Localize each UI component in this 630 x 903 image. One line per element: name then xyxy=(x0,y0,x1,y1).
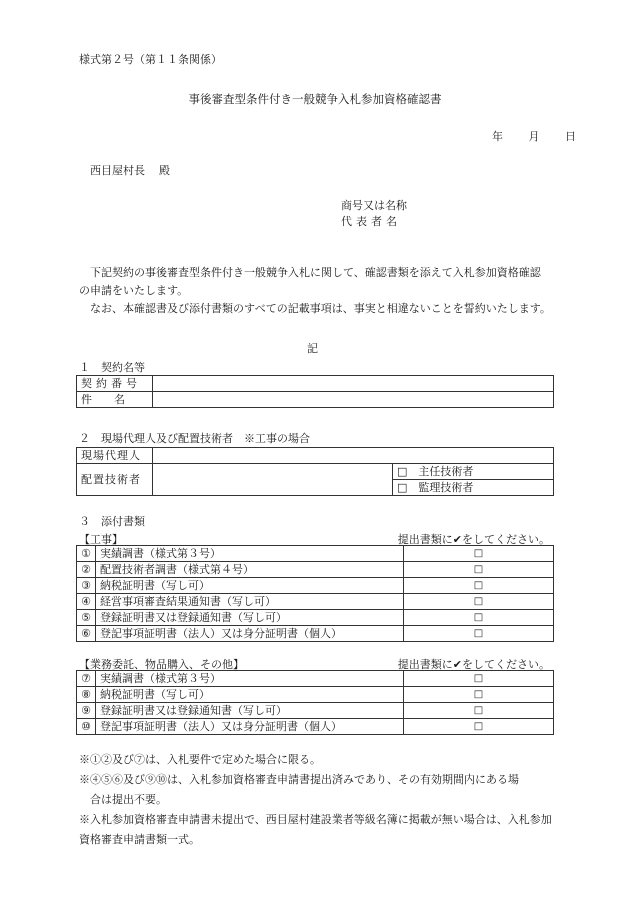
construction-instruction: 提出書類に✔をしてください。 xyxy=(397,533,550,546)
table-row xyxy=(77,376,554,392)
construction-subheading: 【工事】 xyxy=(79,533,123,546)
document-checkbox[interactable]: □ xyxy=(404,703,554,719)
document-checkbox[interactable]: □ xyxy=(404,610,554,626)
site-agent-field[interactable] xyxy=(153,448,554,464)
section3-heading: ３ 添付書類 xyxy=(79,515,145,528)
item-number: ⑧ xyxy=(77,687,96,703)
document-name: 納税証明書（写し可） xyxy=(96,578,404,594)
table-row xyxy=(77,671,554,687)
engineer-label: 配置技術者 xyxy=(77,464,153,496)
document-checkbox[interactable]: □ xyxy=(404,578,554,594)
document-name: 登記事項証明書（法人）又は身分証明書（個人） xyxy=(96,719,404,735)
application-paragraph: 下記契約の事後審査型条件付き一般競争入札に関して、確認書類を添えて入札参加資格確認の申請をいたします。 xyxy=(79,266,541,297)
item-number: ④ xyxy=(77,594,96,610)
chief-engineer-checkbox[interactable]: □ 主任技術者 xyxy=(393,464,554,480)
document-checkbox[interactable]: □ xyxy=(404,562,554,578)
date-day-label: 日 xyxy=(565,130,576,143)
representative-label: 代表者名 xyxy=(341,215,401,228)
document-checkbox[interactable]: □ xyxy=(404,546,554,562)
item-number: ⑨ xyxy=(77,703,96,719)
table-row xyxy=(77,464,554,480)
document-name: 登録証明書又は登録通知書（写し可） xyxy=(96,703,404,719)
item-number: ① xyxy=(77,546,96,562)
supervising-engineer-checkbox[interactable]: □ 監理技術者 xyxy=(393,480,554,496)
table-row xyxy=(77,703,554,719)
document-title: 事後審査型条件付き一般競争入札参加資格確認書 xyxy=(188,92,442,106)
engineer-field[interactable] xyxy=(153,464,393,496)
date-month-label: 月 xyxy=(528,130,540,143)
subject-label: 件 名 xyxy=(77,392,153,408)
addressee-name: 西目屋村長 xyxy=(90,164,145,177)
table-row xyxy=(77,546,554,562)
contract-number-label: 契約番号 xyxy=(77,376,153,392)
document-checkbox[interactable]: □ xyxy=(404,671,554,687)
note-1: ※①②及び⑦は、入札要件で定めた場合に限る。 xyxy=(79,753,321,766)
ki-heading: 記 xyxy=(307,342,318,355)
section2-heading: ２ 現場代理人及び配置技術者 ※工事の場合 xyxy=(79,432,310,445)
document-checkbox[interactable]: □ xyxy=(404,719,554,735)
date-row xyxy=(462,128,576,144)
table-row xyxy=(77,594,554,610)
document-name: 配置技術者調書（様式第４号） xyxy=(96,562,404,578)
table-row xyxy=(77,610,554,626)
item-number: ⑤ xyxy=(77,610,96,626)
note-2-line2: 合は提出不要。 xyxy=(90,793,167,806)
company-name-label: 商号又は名称 xyxy=(341,199,407,212)
contract-table xyxy=(76,375,554,408)
document-checkbox[interactable]: □ xyxy=(404,594,554,610)
note-2-line1: ※④⑤⑥及び⑨⑩は、入札参加資格審査申請書提出済みであり、その有効期間内にある場 xyxy=(79,773,519,786)
document-name: 実績調書（様式第３号） xyxy=(96,546,404,562)
notes xyxy=(79,750,554,850)
services-documents-table xyxy=(76,670,554,735)
table-row xyxy=(77,448,554,464)
item-number: ③ xyxy=(77,578,96,594)
construction-documents-table xyxy=(76,545,554,642)
table-row xyxy=(77,562,554,578)
note-3: ※入札参加資格審査申請書未提出で、西目屋村建設業者等級名簿に掲載が無い場合は、入札参加資格審査申請書類一式。 xyxy=(79,813,552,846)
services-instruction: 提出書類に✔をしてください。 xyxy=(397,658,550,671)
document-name: 登録証明書又は登録通知書（写し可） xyxy=(96,610,404,626)
addressee xyxy=(90,162,170,178)
site-agent-label: 現場代理人 xyxy=(77,448,153,464)
pledge-paragraph: なお、本確認書及び添付書類のすべての記載事項は、事実と相違ないことを誓約いたします。 xyxy=(90,302,551,315)
services-subheading: 【業務委託、物品購入、その他】 xyxy=(79,658,244,671)
document-name: 納税証明書（写し可） xyxy=(96,687,404,703)
section1-heading: １ 契約名等 xyxy=(79,361,145,374)
subject-field[interactable] xyxy=(153,392,554,408)
personnel-table xyxy=(76,447,554,496)
document-checkbox[interactable]: □ xyxy=(404,626,554,642)
honorific: 殿 xyxy=(159,164,170,177)
table-row xyxy=(77,719,554,735)
document-name: 経営事項審査結果通知書（写し可） xyxy=(96,594,404,610)
item-number: ⑥ xyxy=(77,626,96,642)
table-row xyxy=(77,626,554,642)
contract-number-field[interactable] xyxy=(153,376,554,392)
item-number: ⑦ xyxy=(77,671,96,687)
item-number: ⑩ xyxy=(77,719,96,735)
form-number: 様式第２号（第１１条関係） xyxy=(79,53,222,66)
document-name: 実績調書（様式第３号） xyxy=(96,671,404,687)
table-row xyxy=(77,578,554,594)
document-checkbox[interactable]: □ xyxy=(404,687,554,703)
date-year-label: 年 xyxy=(492,130,503,143)
table-row xyxy=(77,687,554,703)
item-number: ② xyxy=(77,562,96,578)
table-row xyxy=(77,392,554,408)
document-name: 登記事項証明書（法人）又は身分証明書（個人） xyxy=(96,626,404,642)
